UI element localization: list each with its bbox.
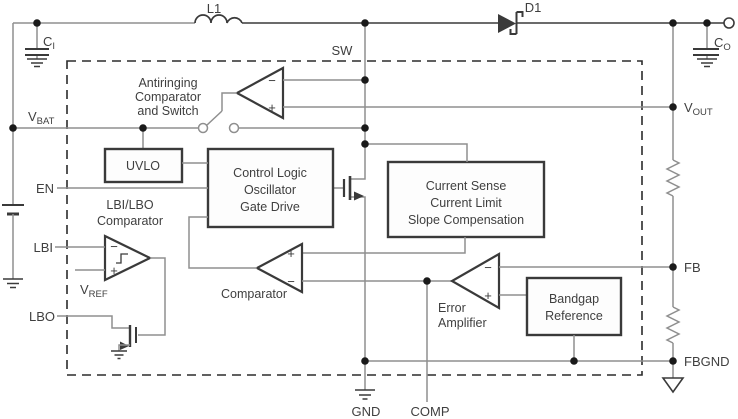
battery-ground-icon: [3, 279, 23, 288]
output-cap-ground-icon: [697, 59, 717, 67]
antiringing-annotation: [135, 76, 201, 118]
lbo-wire: [57, 316, 130, 328]
svg-text:+: +: [110, 263, 118, 278]
switch-arm: [207, 111, 222, 125]
pin-lbi-label: LBI: [33, 240, 53, 255]
input-cap-label: $C_I$: [43, 34, 56, 52]
pin-en-label: EN: [35, 181, 54, 196]
svg-text:LBI/LBO: LBI/LBO: [106, 198, 154, 212]
switch-contact-left: [199, 124, 208, 133]
sw-to-current-sense-wire: [365, 144, 467, 162]
svg-text:Slope Compensation: Slope Compensation: [407, 213, 525, 227]
svg-text:+: +: [484, 288, 492, 303]
resistor-top: [667, 160, 679, 196]
svg-text:Comparator: Comparator: [97, 214, 163, 228]
comparator-annotation: Comparator: [221, 287, 287, 301]
svg-text:Error: Error: [438, 301, 466, 315]
bandgap-block: [527, 278, 621, 335]
inductor-l1: [195, 15, 242, 23]
svg-text:+: +: [268, 100, 276, 115]
pin-fb-label: FB: [684, 260, 701, 275]
svg-text:Gate Drive: Gate Drive: [240, 200, 300, 214]
svg-text:and Switch: and Switch: [137, 104, 199, 118]
svg-text:Amplifier: Amplifier: [438, 316, 487, 330]
gnd-ground-icon: [355, 390, 375, 399]
resistor-bottom: [667, 307, 679, 343]
input-capacitor: [25, 49, 49, 55]
pwm-comparator: [257, 244, 302, 292]
vref-label: $V_{REF}$: [80, 282, 108, 300]
svg-text:−: −: [110, 239, 118, 254]
input-cap-ground-icon: [27, 59, 47, 67]
svg-text:Comparator: Comparator: [135, 90, 201, 104]
svg-text:Oscillator: Oscillator: [243, 183, 297, 197]
pin-fbgnd-label: FBGND: [684, 354, 730, 369]
power-nmos-arrow: [354, 192, 364, 201]
switch-contact-right: [230, 124, 239, 133]
inductor-label: L1: [206, 1, 222, 16]
uvlo-block-label: UVLO: [125, 159, 161, 173]
antiringing-comparator: [237, 68, 283, 118]
svg-text:−: −: [484, 260, 492, 275]
pin-vbat-label: $V_{BAT}$: [28, 109, 55, 127]
svg-text:−: −: [268, 73, 276, 88]
pin-sw-label: SW: [331, 43, 353, 58]
lbi-lbo-annotation: [97, 198, 163, 228]
svg-text:−: −: [287, 274, 295, 289]
lbo-gate-drive-wire: [138, 258, 165, 335]
diode-d1: [498, 14, 516, 33]
lbo-ground-icon: [111, 351, 127, 359]
svg-text:Antiringing: Antiringing: [138, 76, 198, 90]
fbgnd-ground-triangle-icon: [663, 378, 683, 392]
svg-text:Current Limit: Current Limit: [430, 196, 502, 210]
antiringing-output-wire: [222, 93, 237, 111]
error-amplifier: [452, 254, 499, 308]
pin-lbo-label: LBO: [28, 309, 55, 324]
pin-vout-label: $V_{OUT}$: [684, 100, 713, 118]
svg-text:Reference: Reference: [545, 309, 603, 323]
control-logic-block-label: [233, 166, 307, 214]
svg-text:Bandgap: Bandgap: [548, 292, 600, 306]
pin-gnd-label: GND: [351, 404, 381, 419]
diode-label: D1: [524, 0, 542, 15]
svg-text:Control Logic: Control Logic: [233, 166, 307, 180]
output-cap-label: $C_O$: [714, 35, 731, 53]
error-amp-annotation: [438, 301, 487, 330]
current-sense-to-comparator-wire: [302, 237, 465, 253]
pin-comp-label: COMP: [410, 404, 450, 419]
svg-text:+: +: [287, 246, 295, 261]
svg-text:Current Sense: Current Sense: [425, 179, 507, 193]
output-terminal-circle: [724, 18, 734, 28]
